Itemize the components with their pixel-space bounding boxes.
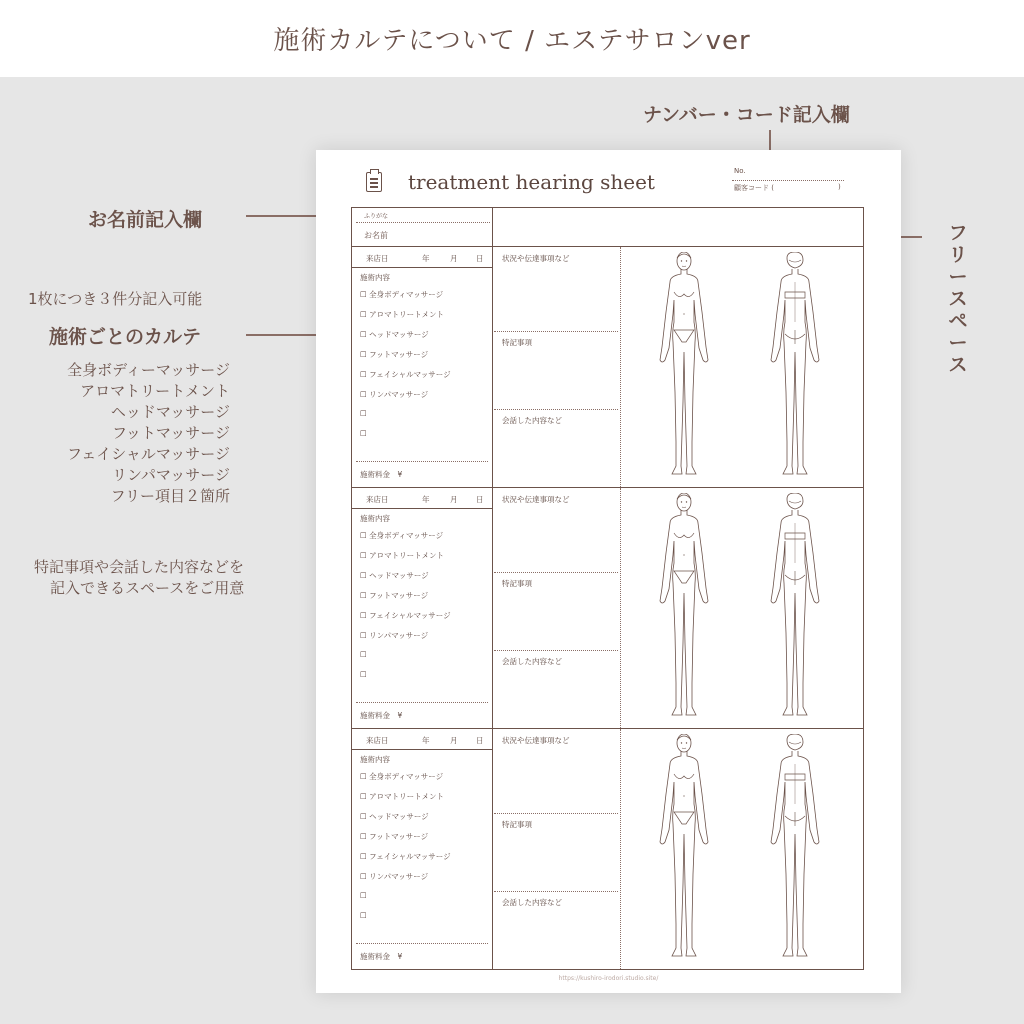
- annotation-free-space-text: フリースペース: [948, 222, 968, 376]
- section-divider: [492, 247, 493, 487]
- treatment-item-label: フェイシャルマッサージ: [369, 852, 451, 861]
- fee-label: 施術料金 ¥: [360, 470, 403, 479]
- checkbox-icon[interactable]: ☐: [360, 330, 367, 339]
- special-notes-label: 特記事項: [502, 579, 532, 588]
- treatment-content-label: 施術内容: [360, 273, 390, 282]
- annotation-number-code: ナンバー・コード記入欄: [643, 104, 850, 126]
- treatment-item-label: フェイシャルマッサージ: [369, 370, 451, 379]
- treatment-record-section: [351, 729, 864, 970]
- fee-label: 施術料金 ¥: [360, 711, 403, 720]
- fee-label: 施術料金 ¥: [360, 952, 403, 961]
- treatment-item[interactable]: [360, 871, 428, 882]
- checkbox-icon[interactable]: ☐: [360, 772, 367, 781]
- furigana-divider: [356, 222, 490, 223]
- number-line: [732, 180, 844, 181]
- treatment-item[interactable]: [360, 289, 443, 300]
- section-divider-dotted: [620, 729, 621, 969]
- treatment-item[interactable]: [360, 630, 428, 641]
- treatment-item[interactable]: [360, 670, 367, 679]
- visit-date-label: 来店日: [366, 495, 389, 504]
- date-row-line: [352, 749, 492, 750]
- checkbox-icon[interactable]: ☐: [360, 551, 367, 560]
- year-label: 年: [422, 495, 430, 504]
- special-notes-label: 特記事項: [502, 820, 532, 829]
- body-back-figure: [767, 493, 823, 727]
- visit-date-label: 来店日: [366, 736, 389, 745]
- date-row-line: [352, 267, 492, 268]
- checkbox-icon[interactable]: ☐: [360, 310, 367, 319]
- treatment-item-label: 全身ボディマッサージ: [369, 772, 444, 781]
- checkbox-icon[interactable]: ☐: [360, 409, 367, 418]
- annotation-menu-item: ヘッドマッサージ: [110, 403, 230, 421]
- annotation-menu-item: フットマッサージ: [111, 424, 230, 442]
- body-front-figure: [656, 734, 712, 968]
- checkbox-icon[interactable]: ☐: [360, 631, 367, 640]
- section-divider: [492, 488, 493, 728]
- checkbox-icon[interactable]: ☐: [360, 290, 367, 299]
- checkbox-icon[interactable]: ☐: [360, 872, 367, 881]
- annotation-free-space: [947, 222, 973, 376]
- checkbox-icon[interactable]: ☐: [360, 792, 367, 801]
- treatment-item[interactable]: [360, 771, 443, 782]
- annotation-notes-line1: 特記事項や会話した内容などを: [34, 558, 245, 576]
- annotation-per-treatment: 施術ごとのカルテ: [49, 326, 202, 348]
- furigana-label: ふりがな: [364, 213, 389, 220]
- special-divider: [494, 891, 618, 892]
- month-label: 月: [450, 736, 458, 745]
- hearing-sheet: [316, 150, 901, 993]
- treatment-item[interactable]: [360, 650, 367, 659]
- treatment-item-label: リンパマッサージ: [369, 390, 429, 399]
- treatment-content-label: 施術内容: [360, 755, 390, 764]
- annotation-per-sheet: 1枚につき３件分記入可能: [28, 290, 203, 308]
- treatment-item[interactable]: [360, 791, 444, 802]
- number-label: No.: [734, 167, 746, 175]
- visit-date-label: 来店日: [366, 254, 389, 263]
- checkbox-icon[interactable]: ☐: [360, 370, 367, 379]
- treatment-item[interactable]: [360, 409, 367, 418]
- fee-divider: [356, 461, 488, 462]
- checkbox-icon[interactable]: ☐: [360, 832, 367, 841]
- checkbox-icon[interactable]: ☐: [360, 670, 367, 679]
- name-box: [351, 207, 864, 247]
- fee-divider: [356, 702, 488, 703]
- year-label: 年: [422, 254, 430, 263]
- status-divider: [494, 331, 618, 332]
- name-label: お名前: [364, 231, 388, 240]
- name-box-divider: [492, 208, 493, 248]
- annotation-menu-item: リンパマッサージ: [111, 466, 230, 484]
- special-divider: [494, 409, 618, 410]
- checkbox-icon[interactable]: ☐: [360, 852, 367, 861]
- month-label: 月: [450, 254, 458, 263]
- treatment-item-label: リンパマッサージ: [369, 872, 429, 881]
- day-label: 日: [476, 254, 484, 263]
- annotation-menu-item: フリー項目２箇所: [110, 487, 230, 505]
- treatment-item-label: 全身ボディマッサージ: [369, 290, 444, 299]
- treatment-item[interactable]: [360, 309, 444, 320]
- treatment-item[interactable]: [360, 831, 428, 842]
- treatment-item[interactable]: [360, 590, 428, 601]
- annotation-menu-item: フェイシャルマッサージ: [66, 445, 230, 463]
- annotation-menu-list: [20, 360, 230, 507]
- fee-divider: [356, 943, 488, 944]
- sheet-title: treatment hearing sheet: [408, 170, 655, 194]
- treatment-content-label: 施術内容: [360, 514, 390, 523]
- treatment-item[interactable]: [360, 610, 451, 621]
- treatment-item-label: フェイシャルマッサージ: [369, 611, 451, 620]
- treatment-item-label: アロマトリートメント: [369, 792, 445, 801]
- checkbox-icon[interactable]: ☐: [360, 531, 367, 540]
- treatment-item-label: ヘッドマッサージ: [369, 812, 429, 821]
- special-divider: [494, 650, 618, 651]
- treatment-item[interactable]: [360, 570, 429, 581]
- status-label: 状況や伝達事項など: [502, 495, 570, 504]
- checkbox-icon[interactable]: ☐: [360, 812, 367, 821]
- status-divider: [494, 813, 618, 814]
- conversation-label: 会話した内容など: [502, 898, 562, 907]
- treatment-item[interactable]: [360, 530, 443, 541]
- treatment-item[interactable]: [360, 811, 429, 822]
- date-row-line: [352, 508, 492, 509]
- treatment-item[interactable]: [360, 550, 444, 561]
- day-label: 日: [476, 736, 484, 745]
- annotation-menu-item: アロマトリートメント: [80, 382, 230, 400]
- status-divider: [494, 572, 618, 573]
- body-back-figure: [767, 252, 823, 486]
- body-front-figure: [656, 493, 712, 727]
- treatment-item-label: フットマッサージ: [369, 350, 429, 359]
- status-label: 状況や伝達事項など: [502, 254, 570, 263]
- annotation-notes-line2: 記入できるスペースをご用意: [50, 579, 245, 597]
- checkbox-icon[interactable]: ☐: [360, 429, 367, 438]
- body-back-figure: [767, 734, 823, 968]
- year-label: 年: [422, 736, 430, 745]
- conversation-label: 会話した内容など: [502, 657, 562, 666]
- checkbox-icon[interactable]: ☐: [360, 571, 367, 580]
- checkbox-icon[interactable]: ☐: [360, 611, 367, 620]
- conversation-label: 会話した内容など: [502, 416, 562, 425]
- treatment-item-label: フットマッサージ: [369, 591, 429, 600]
- treatment-item[interactable]: [360, 851, 451, 862]
- treatment-item[interactable]: [360, 349, 428, 360]
- treatment-item[interactable]: [360, 891, 367, 900]
- treatment-item-label: 全身ボディマッサージ: [369, 531, 444, 540]
- checkbox-icon[interactable]: ☐: [360, 891, 367, 900]
- body-front-figure: [656, 252, 712, 486]
- checkbox-icon[interactable]: ☐: [360, 350, 367, 359]
- customer-code-label: 顧客コード (: [734, 184, 774, 192]
- treatment-item[interactable]: [360, 911, 367, 920]
- treatment-item-label: リンパマッサージ: [369, 631, 429, 640]
- checkbox-icon[interactable]: ☐: [360, 911, 367, 920]
- special-notes-label: 特記事項: [502, 338, 532, 347]
- page-title: 施術カルテについて / エステサロンver: [273, 26, 751, 56]
- treatment-item-label: ヘッドマッサージ: [369, 330, 429, 339]
- treatment-record-section: [351, 488, 864, 729]
- treatment-item-label: アロマトリートメント: [369, 551, 445, 560]
- day-label: 日: [476, 495, 484, 504]
- treatment-item-label: ヘッドマッサージ: [369, 571, 429, 580]
- checkbox-icon[interactable]: ☐: [360, 390, 367, 399]
- treatment-item[interactable]: [360, 329, 429, 340]
- section-divider-dotted: [620, 247, 621, 487]
- treatment-item[interactable]: [360, 429, 367, 438]
- annotation-menu-item: 全身ボディーマッサージ: [67, 361, 230, 379]
- treatment-item[interactable]: [360, 369, 451, 380]
- annotation-name-field: お名前記入欄: [88, 209, 203, 231]
- treatment-item-label: フットマッサージ: [369, 832, 429, 841]
- month-label: 月: [450, 495, 458, 504]
- treatment-item-label: アロマトリートメント: [369, 310, 445, 319]
- clipboard-icon: [366, 172, 382, 192]
- treatment-record-section: [351, 247, 864, 488]
- treatment-item[interactable]: [360, 389, 428, 400]
- site-url: https://kushiro-irodori.studio.site/: [558, 975, 659, 982]
- status-label: 状況や伝達事項など: [502, 736, 570, 745]
- checkbox-icon[interactable]: ☐: [360, 650, 367, 659]
- checkbox-icon[interactable]: ☐: [360, 591, 367, 600]
- section-divider: [492, 729, 493, 969]
- section-divider-dotted: [620, 488, 621, 728]
- customer-code-close: ): [838, 183, 841, 191]
